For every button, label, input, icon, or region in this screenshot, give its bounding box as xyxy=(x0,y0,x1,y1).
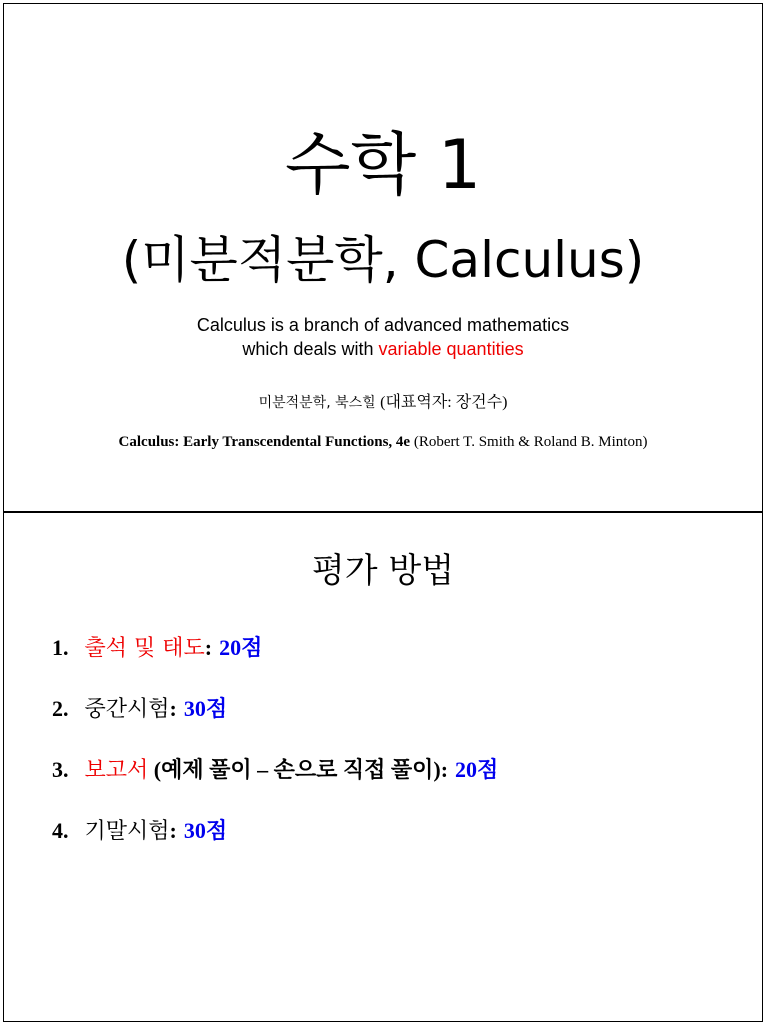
textbook-authors: (Robert T. Smith & Roland B. Minton) xyxy=(410,434,648,450)
slide-subtitle: (미분적분학, Calculus) xyxy=(121,231,645,289)
textbook-translator: (대표역자: 장건수) xyxy=(380,394,508,411)
item-label: 출석 및 태도 xyxy=(84,636,205,661)
score-unit: 점 xyxy=(205,697,228,722)
description-term: Calculus xyxy=(196,315,266,335)
item-score xyxy=(184,697,227,722)
score-unit: 점 xyxy=(241,636,263,661)
item-colon: : xyxy=(169,696,177,721)
score-number: 20 xyxy=(455,757,478,782)
item-score xyxy=(184,819,227,844)
score-number: 30 xyxy=(183,818,206,843)
item-score xyxy=(455,758,498,783)
slide-title: 평가 방법 xyxy=(311,551,455,591)
description-highlight: variable quantities xyxy=(378,339,524,359)
evaluation-item-final xyxy=(52,816,227,847)
slide-1 xyxy=(3,3,763,512)
score-number: 30 xyxy=(183,696,206,721)
score-number: 20 xyxy=(219,635,242,660)
score-unit: 점 xyxy=(477,758,499,783)
item-colon: : xyxy=(204,635,213,660)
textbook-reference-english xyxy=(4,432,762,452)
textbook-title-en: Calculus: Early Transcendental Functions, 4e xyxy=(118,434,411,450)
item-colon: : xyxy=(169,818,177,843)
item-number: 2. xyxy=(52,696,69,721)
evaluation-item-midterm xyxy=(52,694,227,725)
description-line-2 xyxy=(4,337,762,361)
evaluation-item-report xyxy=(52,755,498,786)
item-label: 보고서 xyxy=(84,758,149,783)
description-text: is a branch of advanced mathematics xyxy=(265,315,570,335)
item-colon: : xyxy=(440,757,449,782)
score-unit: 점 xyxy=(205,819,228,844)
textbook-title-kr: 미분적분학, 북스힐 xyxy=(258,395,381,411)
evaluation-item-attendance xyxy=(52,633,262,664)
item-score xyxy=(219,636,262,661)
textbook-reference-korean xyxy=(4,393,762,413)
description-text: which deals with xyxy=(242,339,379,359)
slide-title: 수학 1 xyxy=(284,126,482,205)
item-number: 1. xyxy=(52,635,69,660)
slide-2 xyxy=(3,512,763,1022)
item-label: 기말시험 xyxy=(84,819,170,844)
item-number: 4. xyxy=(52,818,69,843)
item-number: 3. xyxy=(52,757,69,782)
description-line-1 xyxy=(4,313,762,337)
item-label: 중간시험 xyxy=(84,697,170,722)
item-detail: (예제 풀이 – 손으로 직접 풀이) xyxy=(148,757,441,782)
